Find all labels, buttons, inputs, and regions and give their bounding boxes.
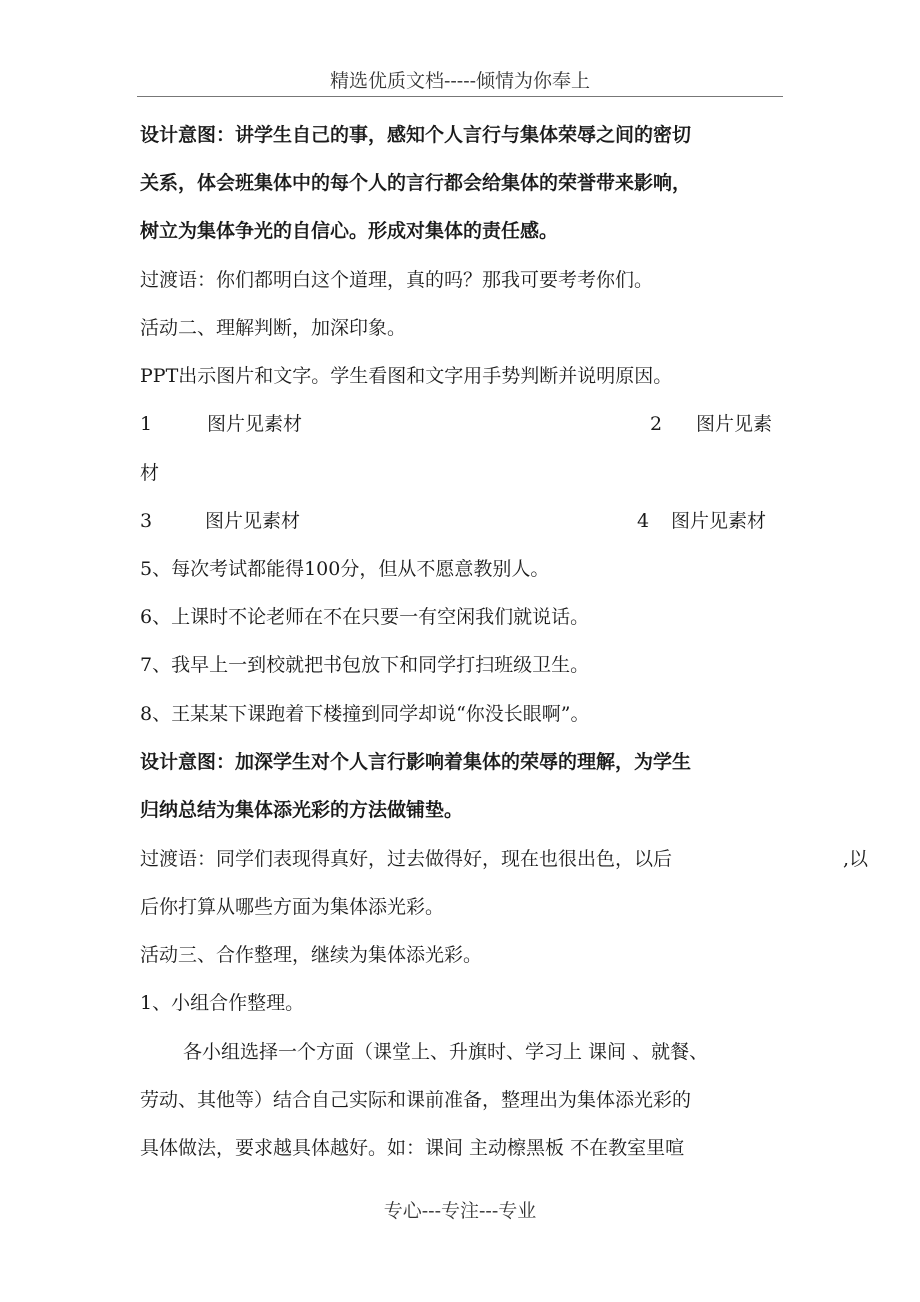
design-intent-1-line-3: 树立为集体争光的自信心。形成对集体的责任感。 [140, 220, 559, 242]
activity-2-heading: 活动二、理解判断，加深印象。 [140, 317, 407, 339]
transition-2-part-b: ,以 [843, 848, 869, 870]
step-1: 1、小组合作整理。 [140, 992, 305, 1014]
paragraph-line-3: 具体做法，要求越具体越好。如：课间 主动檫黑板 不在教室里喧 [140, 1137, 685, 1159]
list-item-5: 5、每次考试都能得100分，但从不愿意教别人。 [140, 558, 550, 580]
transition-1: 过渡语：你们都明白这个道理，真的吗？那我可要考考你们。 [140, 269, 654, 291]
transition-2-line-2: 后你打算从哪些方面为集体添光彩。 [140, 896, 445, 918]
header-rule [137, 96, 783, 97]
list-item-8: 8、王某某下课跑着下楼撞到同学却说“你没长眼啊”。 [140, 703, 590, 725]
paragraph-line-2: 劳动、其他等）结合自己实际和课前准备，整理出为集体添光彩的 [140, 1089, 692, 1111]
list-item-6: 6、上课时不论老师在不在只要一有空闲我们就说话。 [140, 606, 590, 628]
picture-item-1-number: 1 [140, 413, 153, 435]
design-intent-2-line-1: 设计意图：加深学生对个人言行影响着集体的荣辱的理解，为学生 [140, 751, 692, 773]
picture-item-4-text: 图片见素材 [671, 510, 767, 532]
picture-item-3-text: 图片见素材 [205, 510, 301, 532]
design-intent-2-line-2: 归纳总结为集体添光彩的方法做铺垫。 [140, 799, 464, 821]
picture-item-2-text: 图片见素 [696, 413, 773, 435]
ppt-instruction: PPT出示图片和文字。学生看图和文字用手势判断并说明原因。 [140, 365, 673, 387]
paragraph-line-1: 各小组选择一个方面（课堂上、升旗时、学习上 课间 、就餐、 [183, 1041, 709, 1063]
picture-item-1-text: 图片见素材 [207, 413, 303, 435]
picture-item-2-wrap: 材 [140, 462, 160, 484]
page-header: 精选优质文档-----倾情为你奉上 [329, 70, 591, 92]
picture-item-2-number: 2 [650, 413, 663, 435]
picture-item-3-number: 3 [140, 510, 153, 532]
page-footer: 专心---专注---专业 [383, 1200, 537, 1222]
list-item-7: 7、我早上一到校就把书包放下和同学打扫班级卫生。 [140, 654, 590, 676]
design-intent-1-line-1: 设计意图：讲学生自己的事，感知个人言行与集体荣辱之间的密切 [140, 124, 692, 146]
picture-item-4-number: 4 [637, 510, 650, 532]
transition-2-part-a: 过渡语：同学们表现得真好，过去做得好，现在也很出色，以后 [140, 848, 673, 870]
design-intent-1-line-2: 关系，体会班集体中的每个人的言行都会给集体的荣誉带来影响， [140, 172, 692, 194]
activity-3-heading: 活动三、合作整理，继续为集体添光彩。 [140, 944, 483, 966]
